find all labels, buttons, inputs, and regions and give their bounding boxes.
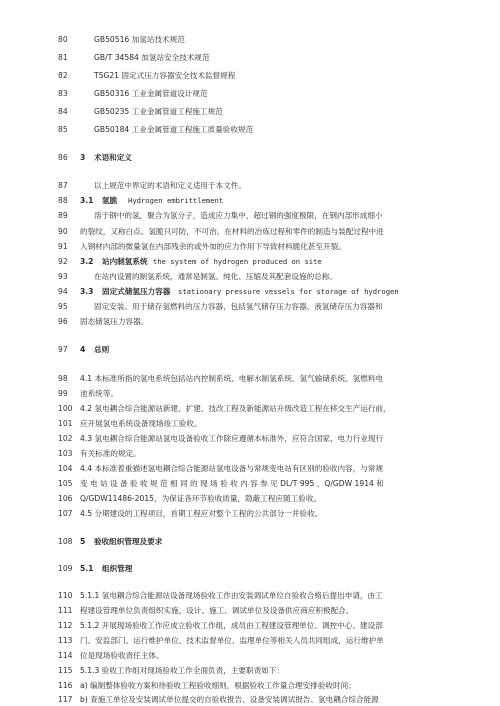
- paragraph-text: 有关标准的规定。: [80, 449, 141, 458]
- line-number: 82: [58, 71, 68, 80]
- line-number: 97: [58, 345, 68, 354]
- paragraph-text: 的裂纹，又称白点。氢脆只可防，不可治。在材料的冶炼过程和零件的制造与装配过程中进: [80, 227, 384, 236]
- paragraph-text: 池系统等。: [80, 389, 118, 398]
- line-114: [0, 650, 500, 662]
- line-number: 87: [58, 181, 68, 190]
- term-number: 3.2: [80, 257, 94, 266]
- term-zh: 氢脆: [102, 196, 118, 205]
- paragraph-text: 4.3 氢电耦合综合能源站氢电设备验收工作除应遵循本标准外，应符合国家、电力行业现行: [80, 434, 384, 443]
- line-number: 90: [58, 227, 68, 236]
- line-117: [0, 694, 500, 706]
- line-96: [0, 316, 500, 328]
- line-number: 84: [58, 107, 68, 116]
- line-number: 107: [58, 509, 73, 518]
- line-83: [0, 88, 500, 100]
- line-number: 91: [58, 242, 68, 251]
- paragraph-text: 门、安监部门、运行维护单位、技术监督单位、监理单位等相关人员共同组成，运行维护单: [80, 636, 384, 645]
- line-number: 105: [58, 479, 73, 488]
- line-number: 102: [58, 434, 73, 443]
- paragraph-text: 4.2 氢电耦合综合能源站新建、扩建、技改工程及新能源站升级改造工程在移交生产运行前，: [80, 404, 391, 413]
- line-101: [0, 418, 500, 430]
- line-109: [0, 563, 500, 575]
- paragraph-text: 固定安装、用于储存氢燃料的压力容器，包括氢气储存压力容器、液氢储存压力容器和: [94, 302, 383, 311]
- line-number: 99: [58, 389, 68, 398]
- term-en: stationary pressure vessels for storage of hydrogen: [178, 287, 399, 296]
- reference-standard: GB50516 加氢站技术规范: [94, 35, 185, 44]
- reference-standard: GB50184 工业金属管道工程施工质量验收规范: [94, 125, 254, 134]
- line-102: [0, 433, 500, 445]
- line-112: [0, 620, 500, 632]
- term-en: the system of hydrogen produced on site: [153, 257, 322, 266]
- line-number: 100: [58, 404, 73, 413]
- line-105: [0, 478, 500, 490]
- section-title: 验收组织管理及要求: [94, 537, 163, 546]
- line-number: 83: [58, 89, 68, 98]
- line-number: 98: [58, 374, 68, 383]
- paragraph-text: 4.5 分期建设的工程项目，首期工程应对整个工程的公共部分一并验收。: [80, 509, 323, 518]
- line-116: [0, 680, 500, 692]
- line-number: 96: [58, 317, 68, 326]
- line-99: [0, 388, 500, 400]
- line-92: [0, 256, 500, 268]
- line-number: 104: [58, 464, 73, 473]
- line-number: 109: [58, 564, 73, 573]
- line-number: 92: [58, 257, 68, 266]
- paragraph-text: 溶于钢中的氢，聚合为氢分子，造成应力集中，超过钢的强度极限，在钢内部形成细小: [94, 211, 383, 220]
- line-number: 106: [58, 494, 73, 503]
- line-number: 94: [58, 287, 68, 296]
- line-number: 115: [58, 666, 73, 675]
- line-110: [0, 590, 500, 602]
- line-107: [0, 508, 500, 520]
- term-zh: 固定式储氢压力容器: [102, 287, 171, 296]
- paragraph-text: Q/GDW11486-2015，为保证各环节验收质量，隐蔽工程应随工验收。: [80, 494, 322, 503]
- line-number: 111: [58, 606, 73, 615]
- line-86: [0, 152, 500, 164]
- paragraph-text: 位是现场验收责任主体。: [80, 651, 164, 660]
- line-number: 88: [58, 196, 68, 205]
- paragraph-text: 5.1.1 氢电耦合综合能源站设备现场验收工作由安装调试单位自验收合格后提出申请，由工: [80, 591, 383, 600]
- term-number: 3.3: [80, 287, 94, 296]
- line-81: [0, 52, 500, 64]
- line-87: [0, 180, 500, 192]
- line-84: [0, 106, 500, 118]
- paragraph-text: 4.1 本标准所指的氢电系统包括站内控制系统、电解水制氢系统、氢气输储系统、氢燃料电: [80, 374, 384, 383]
- subsection-number: 5.1: [80, 564, 94, 573]
- reference-standard: GB50235 工业金属管道工程施工规范: [94, 107, 223, 116]
- term-en: Hydrogen embrittlement: [128, 196, 224, 205]
- term-number: 3.1: [80, 196, 94, 205]
- line-number: 114: [58, 651, 73, 660]
- line-94: [0, 286, 500, 298]
- line-82: [0, 70, 500, 82]
- section-number: 5: [80, 537, 86, 546]
- line-number: 116: [58, 681, 73, 690]
- line-number: 81: [58, 53, 68, 62]
- paragraph-text: 5.1.3 验收工作组对现场验收工作全面负责，主要职责如下：: [80, 666, 284, 675]
- reference-standard: TSG21 固定式压力容器安全技术监督规程: [94, 71, 236, 80]
- paragraph-text: 应开展氢电系统设备现场竣工验收。: [80, 419, 202, 428]
- line-98: [0, 373, 500, 385]
- paragraph-text: 4.4 本标准着重描述氢电耦合综合能源站氢电设备与常规变电站有区别的验收内容，与常规: [80, 464, 384, 473]
- line-89: [0, 210, 500, 222]
- line-108: [0, 536, 500, 548]
- line-number: 93: [58, 272, 68, 281]
- section-number: 4: [80, 345, 86, 354]
- section-title: 术语和定义: [94, 153, 132, 162]
- line-100: [0, 403, 500, 415]
- line-90: [0, 226, 500, 238]
- list-item: a) 编制整体验收方案和待验收工程验收细则，根据验收工作量合理安排验收时间；: [80, 681, 356, 690]
- line-number: 86: [58, 153, 68, 162]
- line-number: 117: [58, 695, 73, 704]
- line-number: 112: [58, 621, 73, 630]
- line-95: [0, 301, 500, 313]
- line-number: 110: [58, 591, 73, 600]
- term-zh: 站内制氢系统: [102, 257, 148, 266]
- subsection-title: 组织管理: [102, 564, 133, 573]
- section-number: 3: [80, 153, 86, 162]
- line-113: [0, 635, 500, 647]
- line-115: [0, 665, 500, 677]
- line-106: [0, 493, 500, 505]
- line-number: 80: [58, 35, 68, 44]
- line-number: 89: [58, 211, 68, 220]
- line-91: [0, 241, 500, 253]
- paragraph-text: 固态储氢压力容器。: [80, 317, 149, 326]
- line-111: [0, 605, 500, 617]
- line-97: [0, 344, 500, 356]
- line-number: 108: [58, 537, 73, 546]
- section-title: 总则: [94, 345, 110, 354]
- reference-standard: GB/T 34584 加氢站安全技术规范: [94, 53, 210, 62]
- line-85: [0, 124, 500, 136]
- line-103: [0, 448, 500, 460]
- line-number: 113: [58, 636, 73, 645]
- paragraph-text: 5.1.2 开展现场验收工作应成立验收工作组，成员由工程建设管理单位、调控中心、建设部: [80, 621, 383, 630]
- paragraph-text: 入钢材内部的微量氢在内部残余的或外加的应力作用下导致材料脆化甚至开裂。: [80, 242, 346, 251]
- line-88: [0, 195, 500, 207]
- paragraph-text: 变 电 站 设 备 验 收 规 范 相 同 的 现 场 验 收 内 容 参 见 DL/T 995 、Q/GDW 1914 和: [80, 479, 384, 488]
- reference-standard: GB50316 工业金属管道设计规范: [94, 89, 208, 98]
- list-item: b) 查施工单位及安装调试单位提交的自验收报告、设备安装调试报告、氢电耦合综合能源: [80, 695, 379, 704]
- line-number: 103: [58, 449, 73, 458]
- line-number: 101: [58, 419, 73, 428]
- paragraph-text: 以上规范中界定的术语和定义适用于本文件。: [94, 181, 246, 190]
- line-number: 95: [58, 302, 68, 311]
- line-80: [0, 34, 500, 46]
- line-104: [0, 463, 500, 475]
- line-number: 85: [58, 125, 68, 134]
- paragraph-text: 程建设管理单位负责组织实施，设计、施工、调试单位及设备供应商应积极配合。: [80, 606, 354, 615]
- paragraph-text: 在站内设置的制氢系统，通常是制氢、纯化、压缩及其配套设施的总称。: [94, 272, 337, 281]
- line-93: [0, 271, 500, 283]
